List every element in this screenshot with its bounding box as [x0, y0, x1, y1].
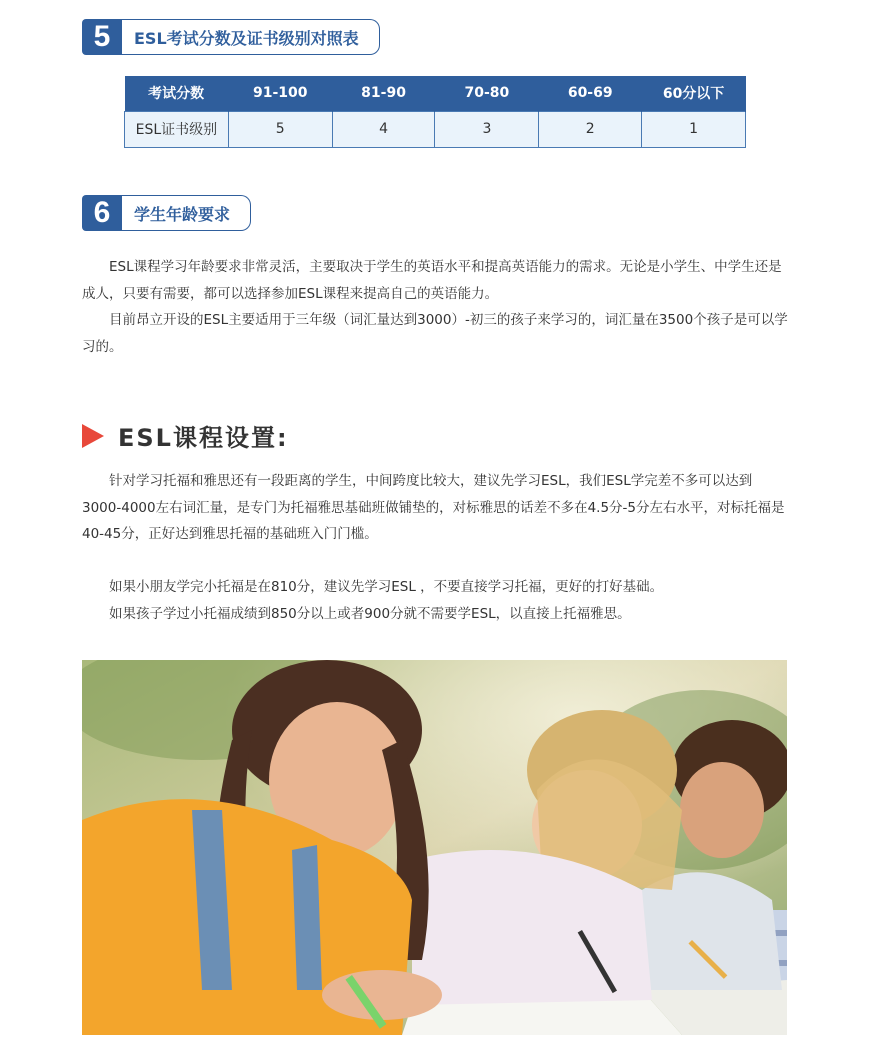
table-header: 考试分数 [125, 76, 229, 111]
table-cell: 4 [332, 111, 435, 147]
table-header-row [125, 76, 746, 111]
course-title-text: ESL课程设置: [118, 424, 289, 452]
table-cell: ESL证书级别 [125, 111, 229, 147]
play-arrow-icon [82, 424, 104, 448]
age-requirement-text [82, 254, 790, 360]
section-number: 6 [82, 195, 122, 231]
table-header: 91-100 [228, 76, 332, 111]
table-cell: 5 [228, 111, 332, 147]
paragraph: 如果孩子学过小托福成绩到850分以上或者900分就不需要学ESL，以直接上托福雅思。 [109, 605, 631, 622]
section-5-header [82, 19, 380, 55]
score-level-table [124, 76, 746, 148]
table-header: 60-69 [539, 76, 642, 111]
section-title: 学生年龄要求 [116, 195, 251, 231]
paragraph: ESL课程学习年龄要求非常灵活，主要取决于学生的英语水平和提高英语能力的需求。无论是小学生、中学生还是成人，只要有需要，都可以选择参加ESL课程来提高自己的英语能力。 [82, 259, 782, 302]
table-cell: 3 [435, 111, 539, 147]
section-title: ESL考试分数及证书级别对照表 [116, 19, 380, 55]
paragraph: 针对学习托福和雅思还有一段距离的学生，中间跨度比较大，建议先学习ESL，我们ESL学完差不多可以达到3000-4000左右词汇量，是专门为托福雅思基础班做铺垫的，对标雅思的话差不多在4.5分-5分左右水平，对标托福是40-45分，正好达到雅思托福的基础班入门门槛。 [82, 473, 785, 542]
paragraph: 如果小朋友学完小托福是在810分，建议先学习ESL ，不要直接学习托福，更好的打好基础。 [109, 579, 664, 595]
table-cell: 2 [539, 111, 642, 147]
table-cell: 1 [642, 111, 746, 147]
table-header: 70-80 [435, 76, 539, 111]
students-studying-photo [82, 660, 787, 1035]
paragraph: 目前昂立开设的ESL主要适用于三年级（词汇量达到3000）-初三的孩子来学习的，词汇量在3500个孩子是可以学习的。 [82, 312, 788, 355]
table-header: 81-90 [332, 76, 435, 111]
photo-illustration [82, 660, 787, 1035]
table-header: 60分以下 [642, 76, 746, 111]
course-text-2 [82, 574, 790, 627]
section-6-header [82, 195, 251, 231]
section-number: 5 [82, 19, 122, 55]
course-text-1 [82, 468, 790, 548]
course-section-title [82, 418, 289, 453]
table-row [125, 111, 746, 147]
